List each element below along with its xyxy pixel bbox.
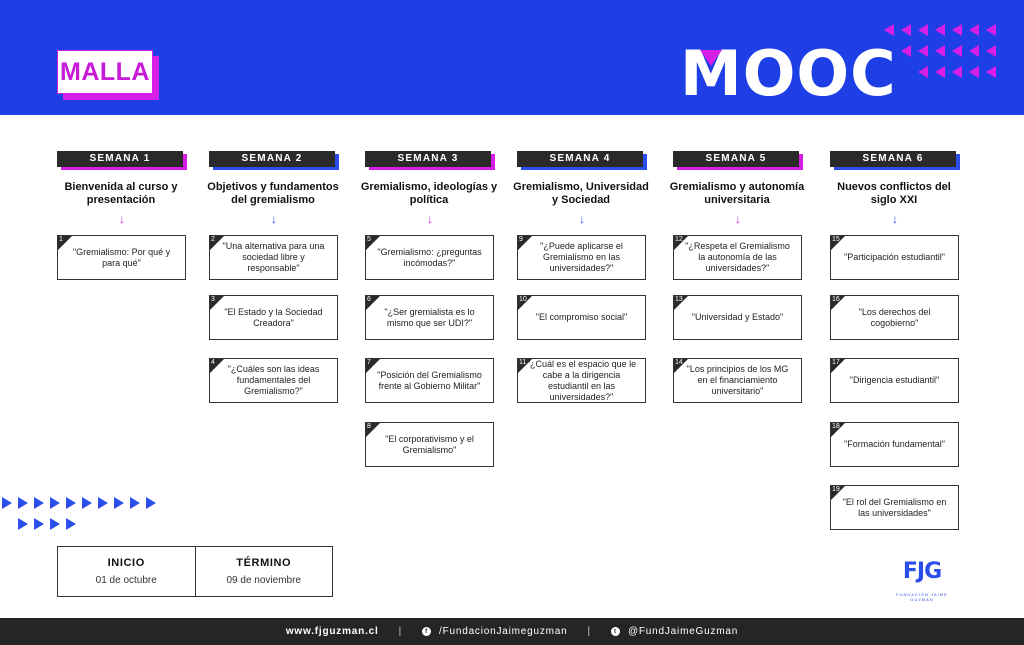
week-pill [365, 151, 495, 171]
arrow-down-icon: ↓ [427, 212, 433, 226]
session-title: "¿Cuál es el espacio que le cabe a la dirigencia estudiantil en las universidades?" [526, 358, 637, 402]
session-number-corner [366, 423, 380, 437]
arrow-down-icon: ↓ [892, 212, 898, 226]
week-column-1 [57, 151, 187, 230]
footer-separator: | [587, 626, 591, 637]
session-title: "Universidad y Estado" [691, 312, 784, 322]
session-number-corner [210, 236, 224, 250]
session-title: "¿Ser gremialista es lo mismo que ser UDI?" [384, 306, 475, 328]
session-title: "Una alternativa para una sociedad libre y responsable" [222, 241, 325, 273]
week-title: Objetivos y fundamentos del gremialismo [207, 181, 339, 206]
session-card [365, 235, 494, 280]
session-card [830, 295, 959, 340]
triangle-right-icon [34, 518, 44, 530]
session-title: "Los derechos del cogobierno" [858, 306, 931, 328]
triangle-left-icon [918, 24, 928, 36]
session-title: "Gremialismo: ¿preguntas incómodas?" [377, 246, 482, 268]
triangle-left-icon [952, 45, 962, 57]
session-number: 6 [367, 296, 371, 303]
session-title: "¿Respeta el Gremialismo la autonomía de las universidades?" [685, 241, 790, 273]
triangle-left-icon [969, 24, 979, 36]
week-title: Gremialismo, ideologías y política [360, 181, 498, 206]
facebook-icon: f [422, 627, 431, 636]
session-number: 10 [519, 296, 527, 303]
session-card [209, 295, 338, 340]
session-number: 8 [367, 423, 371, 430]
course-dates [57, 546, 333, 597]
triangle-left-icon [969, 45, 979, 57]
week-label: SEMANA 6 [830, 151, 956, 167]
session-card [365, 358, 494, 403]
session-number-corner [58, 236, 72, 250]
session-number: 13 [675, 296, 683, 303]
session-card [830, 422, 959, 467]
week-column-5 [669, 151, 805, 230]
end-date-value: 09 de noviembre [226, 575, 301, 586]
start-date [58, 547, 195, 596]
session-title: "El corporativismo y el Gremialismo" [385, 433, 474, 455]
malla-label: MALLA [57, 50, 153, 94]
malla-badge [57, 50, 161, 100]
session-number-corner [518, 236, 532, 250]
session-card [830, 485, 959, 530]
session-number: 14 [675, 359, 683, 366]
session-card [830, 358, 959, 403]
session-card [365, 295, 494, 340]
week-column-2 [209, 151, 339, 230]
session-number: 2 [211, 236, 215, 243]
week-label: SEMANA 3 [365, 151, 491, 167]
session-card [673, 358, 802, 403]
session-number: 1 [59, 236, 63, 243]
week-label: SEMANA 1 [57, 151, 183, 167]
session-number-corner [831, 359, 845, 373]
week-pill [830, 151, 960, 171]
week-title: Gremialismo y autonomía universitaria [669, 181, 805, 206]
session-card [517, 295, 646, 340]
footer-twitter-link[interactable] [611, 626, 738, 637]
session-number: 7 [367, 359, 371, 366]
triangle-left-icon [952, 66, 962, 78]
session-number-corner [831, 236, 845, 250]
session-card [673, 235, 802, 280]
session-title: "Los principios de los MG en el financiamiento universitario" [686, 364, 789, 396]
triangle-right-icon [50, 497, 60, 509]
footer-facebook-link[interactable] [422, 626, 568, 637]
triangle-left-icon [935, 66, 945, 78]
session-card [365, 422, 494, 467]
session-number: 12 [675, 236, 683, 243]
arrow-down-icon: ↓ [579, 212, 585, 226]
session-card [209, 358, 338, 403]
session-title: "El rol del Gremialismo en las universidades" [842, 496, 947, 518]
session-number: 16 [832, 296, 840, 303]
session-title: "¿Puede aplicarse el Gremialismo en las universidades?" [540, 241, 623, 273]
week-title: Nuevos conflictos del siglo XXI [837, 181, 951, 206]
arrow-down-icon: ↓ [735, 212, 741, 226]
session-number-corner [366, 296, 380, 310]
fjg-logo [884, 560, 960, 602]
triangle-left-icon [901, 24, 911, 36]
footer-facebook-handle: /FundacionJaimeguzman [439, 626, 568, 637]
triangle-left-icon [884, 24, 894, 36]
session-card [517, 235, 646, 280]
triangle-right-icon [50, 518, 60, 530]
session-title: "Dirigencia estudiantil" [849, 375, 940, 385]
session-card [830, 235, 959, 280]
week-pill [673, 151, 803, 171]
arrow-down-icon: ↓ [271, 212, 277, 226]
session-number-corner [210, 359, 224, 373]
session-number-corner [831, 486, 845, 500]
session-number-corner [210, 296, 224, 310]
session-number: 9 [519, 236, 523, 243]
triangle-left-icon [986, 24, 996, 36]
session-number: 11 [519, 359, 527, 366]
session-number: 4 [211, 359, 215, 366]
triangle-right-icon [146, 497, 156, 509]
session-card [517, 358, 646, 403]
triangle-left-icon [969, 66, 979, 78]
end-date-label: TÉRMINO [236, 557, 292, 569]
footer-website-link[interactable]: www.fjguzman.cl [285, 626, 379, 637]
session-number-corner [366, 359, 380, 373]
session-number-corner [518, 296, 532, 310]
start-date-value: 01 de octubre [95, 575, 157, 586]
twitter-icon: t [611, 627, 620, 636]
session-title: "¿Cuáles son las ideas fundamentales del Gremialismo?" [227, 364, 320, 396]
triangle-left-icon [986, 66, 996, 78]
session-number-corner [518, 359, 532, 373]
session-number: 5 [367, 236, 371, 243]
session-number-corner [831, 423, 845, 437]
triangle-left-icon [935, 45, 945, 57]
triangle-left-icon [918, 66, 928, 78]
footer-twitter-handle: @FundJaimeGuzman [627, 626, 739, 637]
triangle-right-icon [18, 497, 28, 509]
mooc-logo-text: MOOC [680, 37, 897, 110]
session-number: 3 [211, 296, 215, 303]
triangle-right-icon [34, 497, 44, 509]
session-card [673, 295, 802, 340]
triangle-right-icon [18, 518, 28, 530]
week-column-4 [513, 151, 649, 230]
week-label: SEMANA 2 [209, 151, 335, 167]
session-number-corner [674, 359, 688, 373]
session-number-corner [366, 236, 380, 250]
week-label: SEMANA 4 [517, 151, 643, 167]
mooc-logo-triangle-icon [700, 50, 722, 66]
session-number: 15 [832, 236, 840, 243]
week-title: Bienvenida al curso y presentación [64, 181, 178, 206]
footer-separator: | [398, 626, 402, 637]
triangle-left-icon [952, 24, 962, 36]
week-pill [209, 151, 339, 171]
triangle-left-icon [986, 45, 996, 57]
session-title: "Gremialismo: Por qué y para qué" [72, 246, 171, 268]
week-pill [57, 151, 187, 171]
session-number: 17 [832, 359, 840, 366]
week-pill [517, 151, 647, 171]
week-label: SEMANA 5 [673, 151, 799, 167]
triangle-left-icon [918, 45, 928, 57]
session-number-corner [674, 296, 688, 310]
mooc-logo [680, 37, 897, 110]
session-number: 19 [832, 486, 840, 493]
triangle-right-icon [114, 497, 124, 509]
session-title: "Formación fundamental" [844, 439, 945, 449]
session-card [209, 235, 338, 280]
session-title: "El compromiso social" [535, 312, 628, 322]
week-column-6 [830, 151, 960, 230]
end-date [195, 547, 333, 596]
week-column-3 [360, 151, 498, 230]
session-title: "Posición del Gremialismo frente al Gobierno Militar" [377, 369, 482, 391]
session-title: "El Estado y la Sociedad Creadora" [224, 306, 323, 328]
footer-bar [0, 618, 1024, 645]
triangle-right-icon [66, 497, 76, 509]
session-title: "Participación estudiantil" [844, 252, 945, 262]
triangle-left-icon [935, 24, 945, 36]
triangle-right-icon [66, 518, 76, 530]
triangle-right-icon [82, 497, 92, 509]
session-number-corner [831, 296, 845, 310]
triangle-right-icon [130, 497, 140, 509]
session-card [57, 235, 186, 280]
arrow-down-icon: ↓ [119, 212, 125, 226]
session-number-corner [674, 236, 688, 250]
triangle-right-icon [2, 497, 12, 509]
start-date-label: INICIO [107, 557, 145, 569]
fjg-logo-mark: FJG [902, 559, 942, 584]
week-title: Gremialismo, Universidad y Sociedad [513, 181, 649, 206]
fjg-logo-subtitle: FUNDACIÓN JAIME GUZMÁN [896, 592, 948, 602]
triangle-right-icon [98, 497, 108, 509]
session-number: 18 [832, 423, 840, 430]
triangle-left-icon [901, 45, 911, 57]
